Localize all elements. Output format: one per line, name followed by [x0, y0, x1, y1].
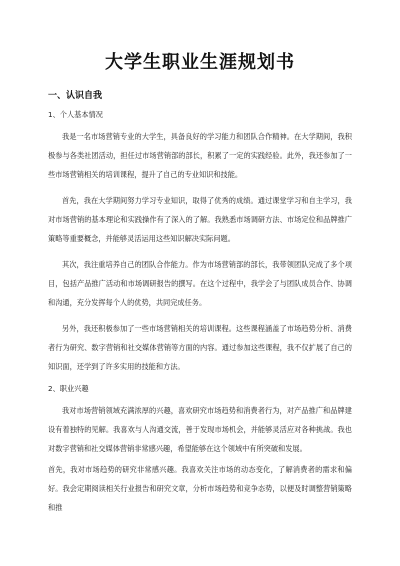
- paragraph: 首先，我对市场趋势的研究非常感兴趣。我喜欢关注市场的动态变化，了解消费者的需求和偏好。我会定期阅读相关行业报告和研究文章，分析市场趋势和竞争态势，以便及时调整营销策略和推: [48, 465, 352, 512]
- subheading-personal-info: 1、个人基本情况: [48, 110, 103, 119]
- paragraph: 另外，我还积极参加了一些市场营销相关的培训课程。这些课程涵盖了市场趋势分析、消费者行为研究、数字营销和社交媒体营销等方面的内容。通过参加这些课程，我不仅扩展了自己的知识面，还学到了许多实用的技能和方法。: [48, 324, 352, 371]
- document-title: 大学生职业生涯规划书: [105, 52, 295, 73]
- subheading-career-interest: 2、职业兴趣: [48, 384, 89, 393]
- paragraph: 我是一名市场营销专业的大学生，具备良好的学习能力和团队合作精神。在大学期间，我积极参与各类社团活动，担任过市场营销部的部长，积累了一定的实践经验。此外，我还参加了一些市场营销相关的培训课程，提升了自己的专业知识和技能。: [48, 132, 352, 179]
- paragraph: 其次，我注重培养自己的团队合作能力。作为市场营销部的部长，我带领团队完成了多个项目，包括产品推广活动和市场调研报告的撰写。在这个过程中，我学会了与团队成员合作、协调和沟通，充分发挥每个人的优势，共同完成任务。: [48, 260, 352, 307]
- paragraph: 首先，我在大学期间努力学习专业知识，取得了优秀的成绩。通过课堂学习和自主学习，我对市场营销的基本理论和实践操作有了深入的了解。我熟悉市场调研方法、市场定位和品牌推广策略等重要概念，并能够灵活运用这些知识解决实际问题。: [48, 196, 352, 243]
- paragraph: 我对市场营销领域充满浓厚的兴趣，喜欢研究市场趋势和消费者行为，对产品推广和品牌建设有着独特的见解。我喜欢与人沟通交流，善于发现市场机会，并能够灵活应对各种挑战。我也对数字营销和社交媒体营销非常感兴趣，希望能够在这个领域中有所突破和发展。: [48, 406, 352, 453]
- section-heading-know-yourself: 一、认识自我: [48, 91, 103, 101]
